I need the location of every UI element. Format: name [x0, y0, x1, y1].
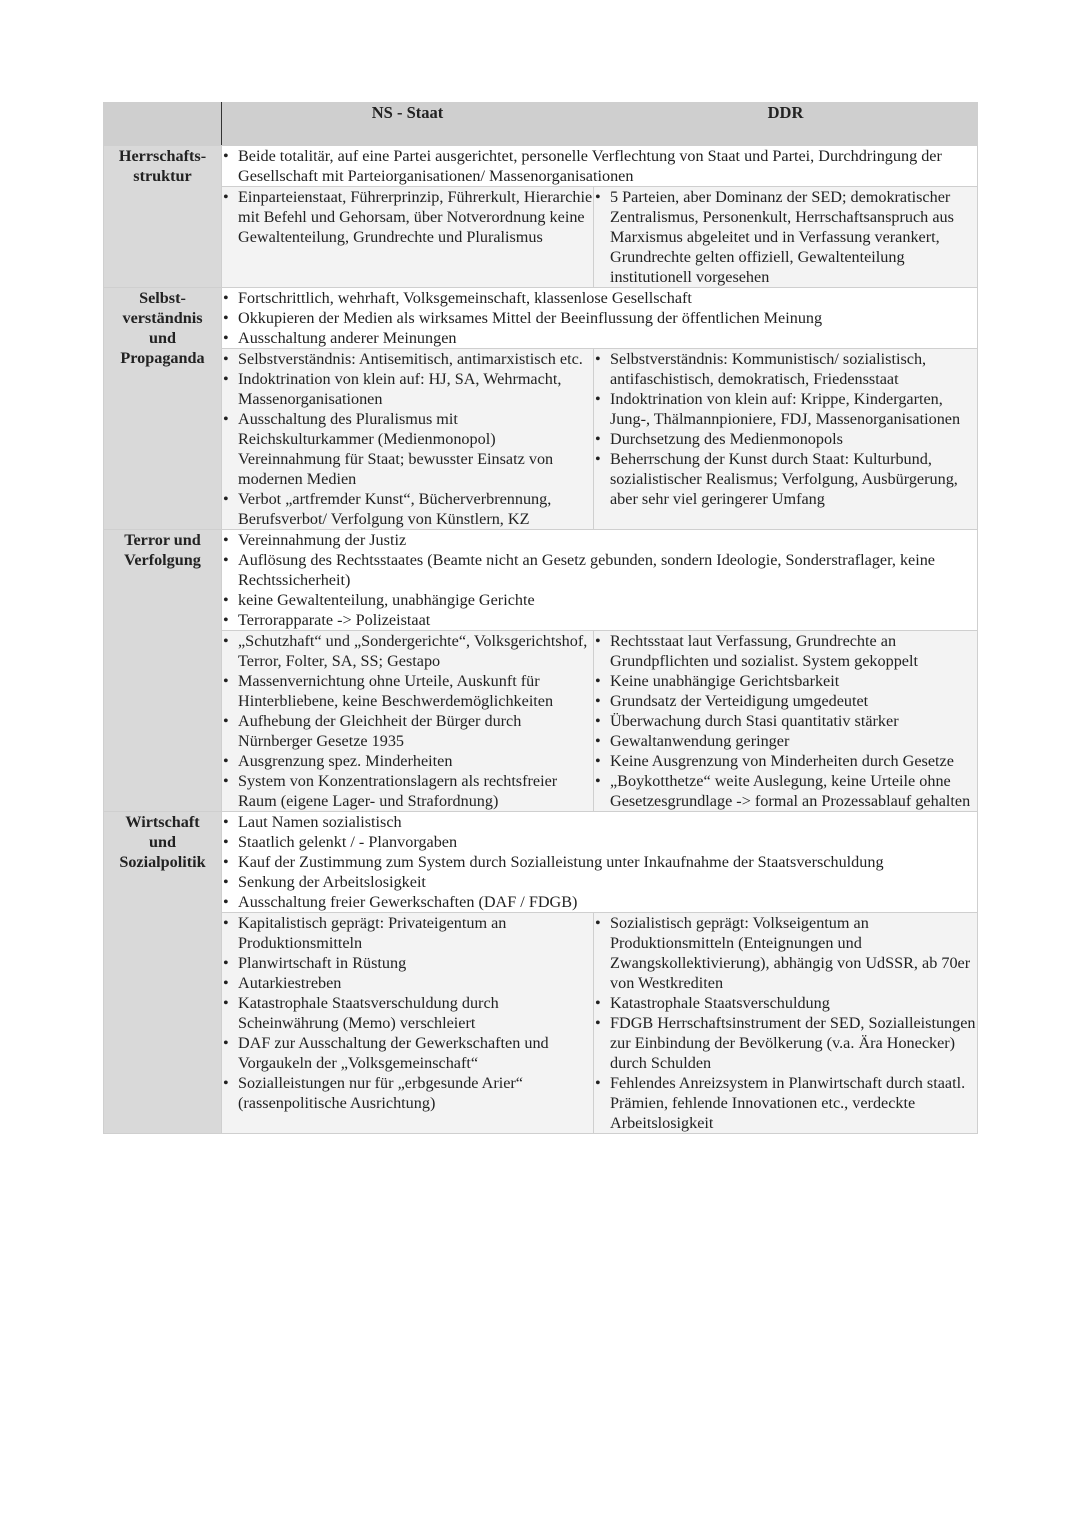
section-row-selbstverstaendnis-propaganda-common: [104, 288, 978, 349]
bullet-item: • DAF zur Ausschaltung der Gewerkschaften und Vorgaukeln der „Volksgemeinschaft“: [222, 1033, 593, 1073]
section-row-herrschaftsstruktur-common: [104, 146, 978, 187]
bullet-item: • Indoktrination von klein auf: HJ, SA, Wehrmacht, Massenorganisationen: [222, 369, 593, 409]
ns-bullet-list: [222, 913, 593, 1113]
section-label-selbstverstaendnis-propaganda: Selbst- verständnis und Propaganda: [104, 288, 222, 530]
section-row-wirtschaft-sozialpolitik-common: [104, 812, 978, 913]
bullet-item: • Terrorapparate -> Polizeistaat: [222, 610, 977, 630]
bullet-item: • „Boykotthetze“ weite Auslegung, keine Urteile ohne Gesetzesgrundlage -> formal an Prozessablauf gehalten: [594, 771, 977, 811]
bullet-item: • Beherrschung der Kunst durch Staat: Kulturbund, sozialistischer Realismus; Verfolgung, Ausbürgerung, aber sehr viel geringerer Umfang: [594, 449, 977, 509]
bullet-item: • Aufhebung der Gleichheit der Bürger durch Nürnberger Gesetze 1935: [222, 711, 593, 751]
bullet-item: • Autarkiestreben: [222, 973, 593, 993]
ns-bullet-list: [222, 631, 593, 811]
bullet-item: • Ausschaltung freier Gewerkschaften (DAF / FDGB): [222, 892, 977, 912]
bullet-item: • Verbot „artfremder Kunst“, Bücherverbrennung, Berufsverbot/ Verfolgung von Künstlern, KZ: [222, 489, 593, 529]
bullet-item: • Einparteienstaat, Führerprinzip, Führerkult, Hierarchie mit Befehl und Gehorsam, über Notverordnung keine Gewaltenteilung, Grundrechte und Pluralismus: [222, 187, 593, 247]
ddr-bullet-list: [594, 349, 977, 509]
ns-bullet-list: [222, 187, 593, 247]
header-ddr: DDR: [594, 103, 978, 146]
bullet-item: • Rechtsstaat laut Verfassung, Grundrechte an Grundpflichten und sozialist. System gekoppelt: [594, 631, 977, 671]
comparison-table: [103, 102, 978, 1134]
section-row-selbstverstaendnis-propaganda-compare: [104, 349, 978, 530]
bullet-item: • FDGB Herrschaftsinstrument der SED, Sozialleistungen zur Einbindung der Bevölkerung (v.a. Ära Honecker) durch Schulden: [594, 1013, 977, 1073]
bullet-item: • Massenvernichtung ohne Urteile, Auskunft für Hinterbliebene, keine Beschwerdemöglichkeiten: [222, 671, 593, 711]
bullet-item: • Indoktrination von klein auf: Krippe, Kindergarten, Jung-, Thälmannpioniere, FDJ, Massenorganisationen: [594, 389, 977, 429]
bullet-item: • Vereinnahmung der Justiz: [222, 530, 977, 550]
common-bullet-list: [222, 812, 977, 912]
ns-cell-terror-verfolgung: [222, 631, 594, 812]
bullet-item: • 5 Parteien, aber Dominanz der SED; demokratischer Zentralismus, Personenkult, Herrschaftsanspruch aus Marxismus abgeleitet und in Verfassung verankert, Grundrechte gelten offiziell, Gewaltenteilung institutionell vorgesehen: [594, 187, 977, 287]
ddr-cell-selbstverstaendnis-propaganda: [594, 349, 978, 530]
section-row-terror-verfolgung-common: [104, 530, 978, 631]
common-cell-wirtschaft-sozialpolitik: [222, 812, 978, 913]
bullet-item: • System von Konzentrationslagern als rechtsfreier Raum (eigene Lager- und Strafordnung): [222, 771, 593, 811]
bullet-item: • Staatlich gelenkt / - Planvorgaben: [222, 832, 977, 852]
bullet-item: • Selbstverständnis: Antisemitisch, antimarxistisch etc.: [222, 349, 593, 369]
bullet-item: • keine Gewaltenteilung, unabhängige Gerichte: [222, 590, 977, 610]
bullet-item: • Grundsatz der Verteidigung umgedeutet: [594, 691, 977, 711]
bullet-item: • Okkupieren der Medien als wirksames Mittel der Beeinflussung der öffentlichen Meinung: [222, 308, 977, 328]
ddr-bullet-list: [594, 631, 977, 811]
ddr-bullet-list: [594, 187, 977, 287]
common-cell-terror-verfolgung: [222, 530, 978, 631]
ddr-cell-terror-verfolgung: [594, 631, 978, 812]
bullet-item: • Senkung der Arbeitslosigkeit: [222, 872, 977, 892]
bullet-item: • Durchsetzung des Medienmonopols: [594, 429, 977, 449]
ns-bullet-list: [222, 349, 593, 529]
ddr-bullet-list: [594, 913, 977, 1133]
bullet-item: • Selbstverständnis: Kommunistisch/ sozialistisch, antifaschistisch, demokratisch, Friedensstaat: [594, 349, 977, 389]
bullet-item: • Ausschaltung anderer Meinungen: [222, 328, 977, 348]
bullet-item: • Auflösung des Rechtsstaates (Beamte nicht an Gesetz gebunden, sondern Ideologie, Sonderstraflager, keine Rechtssicherheit): [222, 550, 977, 590]
bullet-item: • Kauf der Zustimmung zum System durch Sozialleistung unter Inkaufnahme der Staatsverschuldung: [222, 852, 977, 872]
section-label-wirtschaft-sozialpolitik: Wirtschaft und Sozialpolitik: [104, 812, 222, 1134]
common-bullet-list: [222, 146, 977, 186]
bullet-item: • Kapitalistisch geprägt: Privateigentum an Produktionsmitteln: [222, 913, 593, 953]
section-row-terror-verfolgung-compare: [104, 631, 978, 812]
section-label-herrschaftsstruktur: Herrschafts- struktur: [104, 146, 222, 288]
bullet-item: • Sozialleistungen nur für „erbgesunde Arier“ (rassenpolitische Ausrichtung): [222, 1073, 593, 1113]
bullet-item: • Planwirtschaft in Rüstung: [222, 953, 593, 973]
bullet-item: • Ausgrenzung spez. Minderheiten: [222, 751, 593, 771]
section-row-herrschaftsstruktur-compare: [104, 187, 978, 288]
common-cell-herrschaftsstruktur: [222, 146, 978, 187]
bullet-item: • Beide totalitär, auf eine Partei ausgerichtet, personelle Verflechtung von Staat und Partei, Durchdringung der Gesellschaft mit Parteiorganisationen/ Massenorganisationen: [222, 146, 977, 186]
bullet-item: • Keine unabhängige Gerichtsbarkeit: [594, 671, 977, 691]
ns-cell-herrschaftsstruktur: [222, 187, 594, 288]
common-bullet-list: [222, 530, 977, 630]
ns-cell-selbstverstaendnis-propaganda: [222, 349, 594, 530]
header-ns-staat: NS - Staat: [222, 103, 594, 146]
common-bullet-list: [222, 288, 977, 348]
bullet-item: • Sozialistisch geprägt: Volkseigentum an Produktionsmitteln (Enteignungen und Zwangskollektivierung), abhängig von UdSSR, ab 70er von Westkrediten: [594, 913, 977, 993]
bullet-item: • Keine Ausgrenzung von Minderheiten durch Gesetze: [594, 751, 977, 771]
section-label-terror-verfolgung: Terror und Verfolgung: [104, 530, 222, 812]
header-row: [104, 103, 978, 146]
common-cell-selbstverstaendnis-propaganda: [222, 288, 978, 349]
bullet-item: • Laut Namen sozialistisch: [222, 812, 977, 832]
bullet-item: • „Schutzhaft“ und „Sondergerichte“, Volksgerichtshof, Terror, Folter, SA, SS; Gestapo: [222, 631, 593, 671]
bullet-item: • Fehlendes Anreizsystem in Planwirtschaft durch staatl. Prämien, fehlende Innovationen etc., verdeckte Arbeitslosigkeit: [594, 1073, 977, 1133]
bullet-item: • Fortschrittlich, wehrhaft, Volksgemeinschaft, klassenlose Gesellschaft: [222, 288, 977, 308]
bullet-item: • Ausschaltung des Pluralismus mit Reichskulturkammer (Medienmonopol) Vereinnahmung für Staat; bewusster Einsatz von modernen Medien: [222, 409, 593, 489]
bullet-item: • Gewaltanwendung geringer: [594, 731, 977, 751]
section-row-wirtschaft-sozialpolitik-compare: [104, 913, 978, 1134]
bullet-item: • Katastrophale Staatsverschuldung durch Scheinwährung (Memo) verschleiert: [222, 993, 593, 1033]
ddr-cell-wirtschaft-sozialpolitik: [594, 913, 978, 1134]
bullet-item: • Überwachung durch Stasi quantitativ stärker: [594, 711, 977, 731]
bullet-item: • Katastrophale Staatsverschuldung: [594, 993, 977, 1013]
ddr-cell-herrschaftsstruktur: [594, 187, 978, 288]
ns-cell-wirtschaft-sozialpolitik: [222, 913, 594, 1134]
header-empty-cell: [104, 103, 222, 146]
